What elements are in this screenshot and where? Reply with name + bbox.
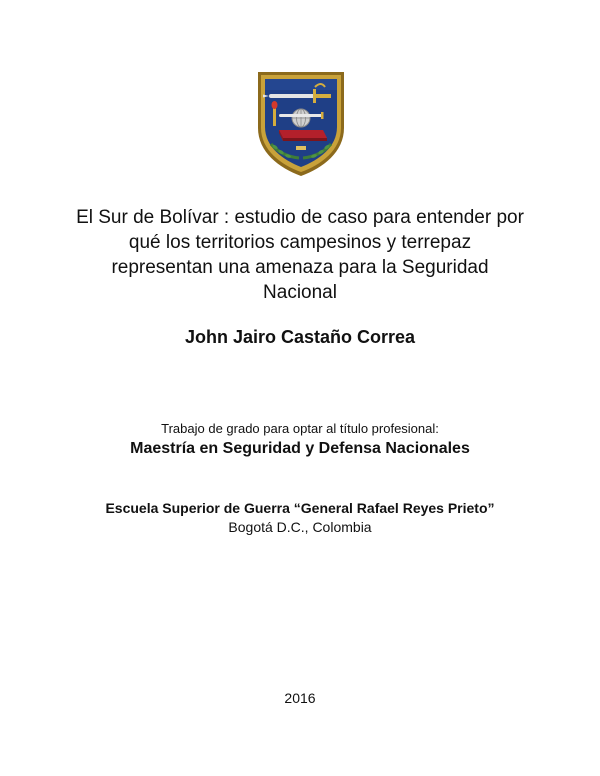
title-line: El Sur de Bolívar : estudio de caso para entender por [76,207,524,228]
crest-icon [255,70,347,178]
title-line: representan una amenaza para la Seguridad [111,257,489,278]
degree-intro: Trabajo de grado para optar al título profesional: [161,421,439,436]
location: Bogotá D.C., Colombia [228,519,372,535]
year: 2016 [284,690,316,706]
school-name: Escuela Superior de Guerra “General Rafael Reyes Prieto” [105,500,495,516]
title-line: qué los territorios campesinos y terrepaz [128,232,472,253]
degree-title: Maestría en Seguridad y Defensa Nacionales [130,440,470,457]
author-name: John Jairo Castaño Correa [184,327,416,347]
title-line: Nacional [263,282,337,303]
document-title [60,205,540,305]
